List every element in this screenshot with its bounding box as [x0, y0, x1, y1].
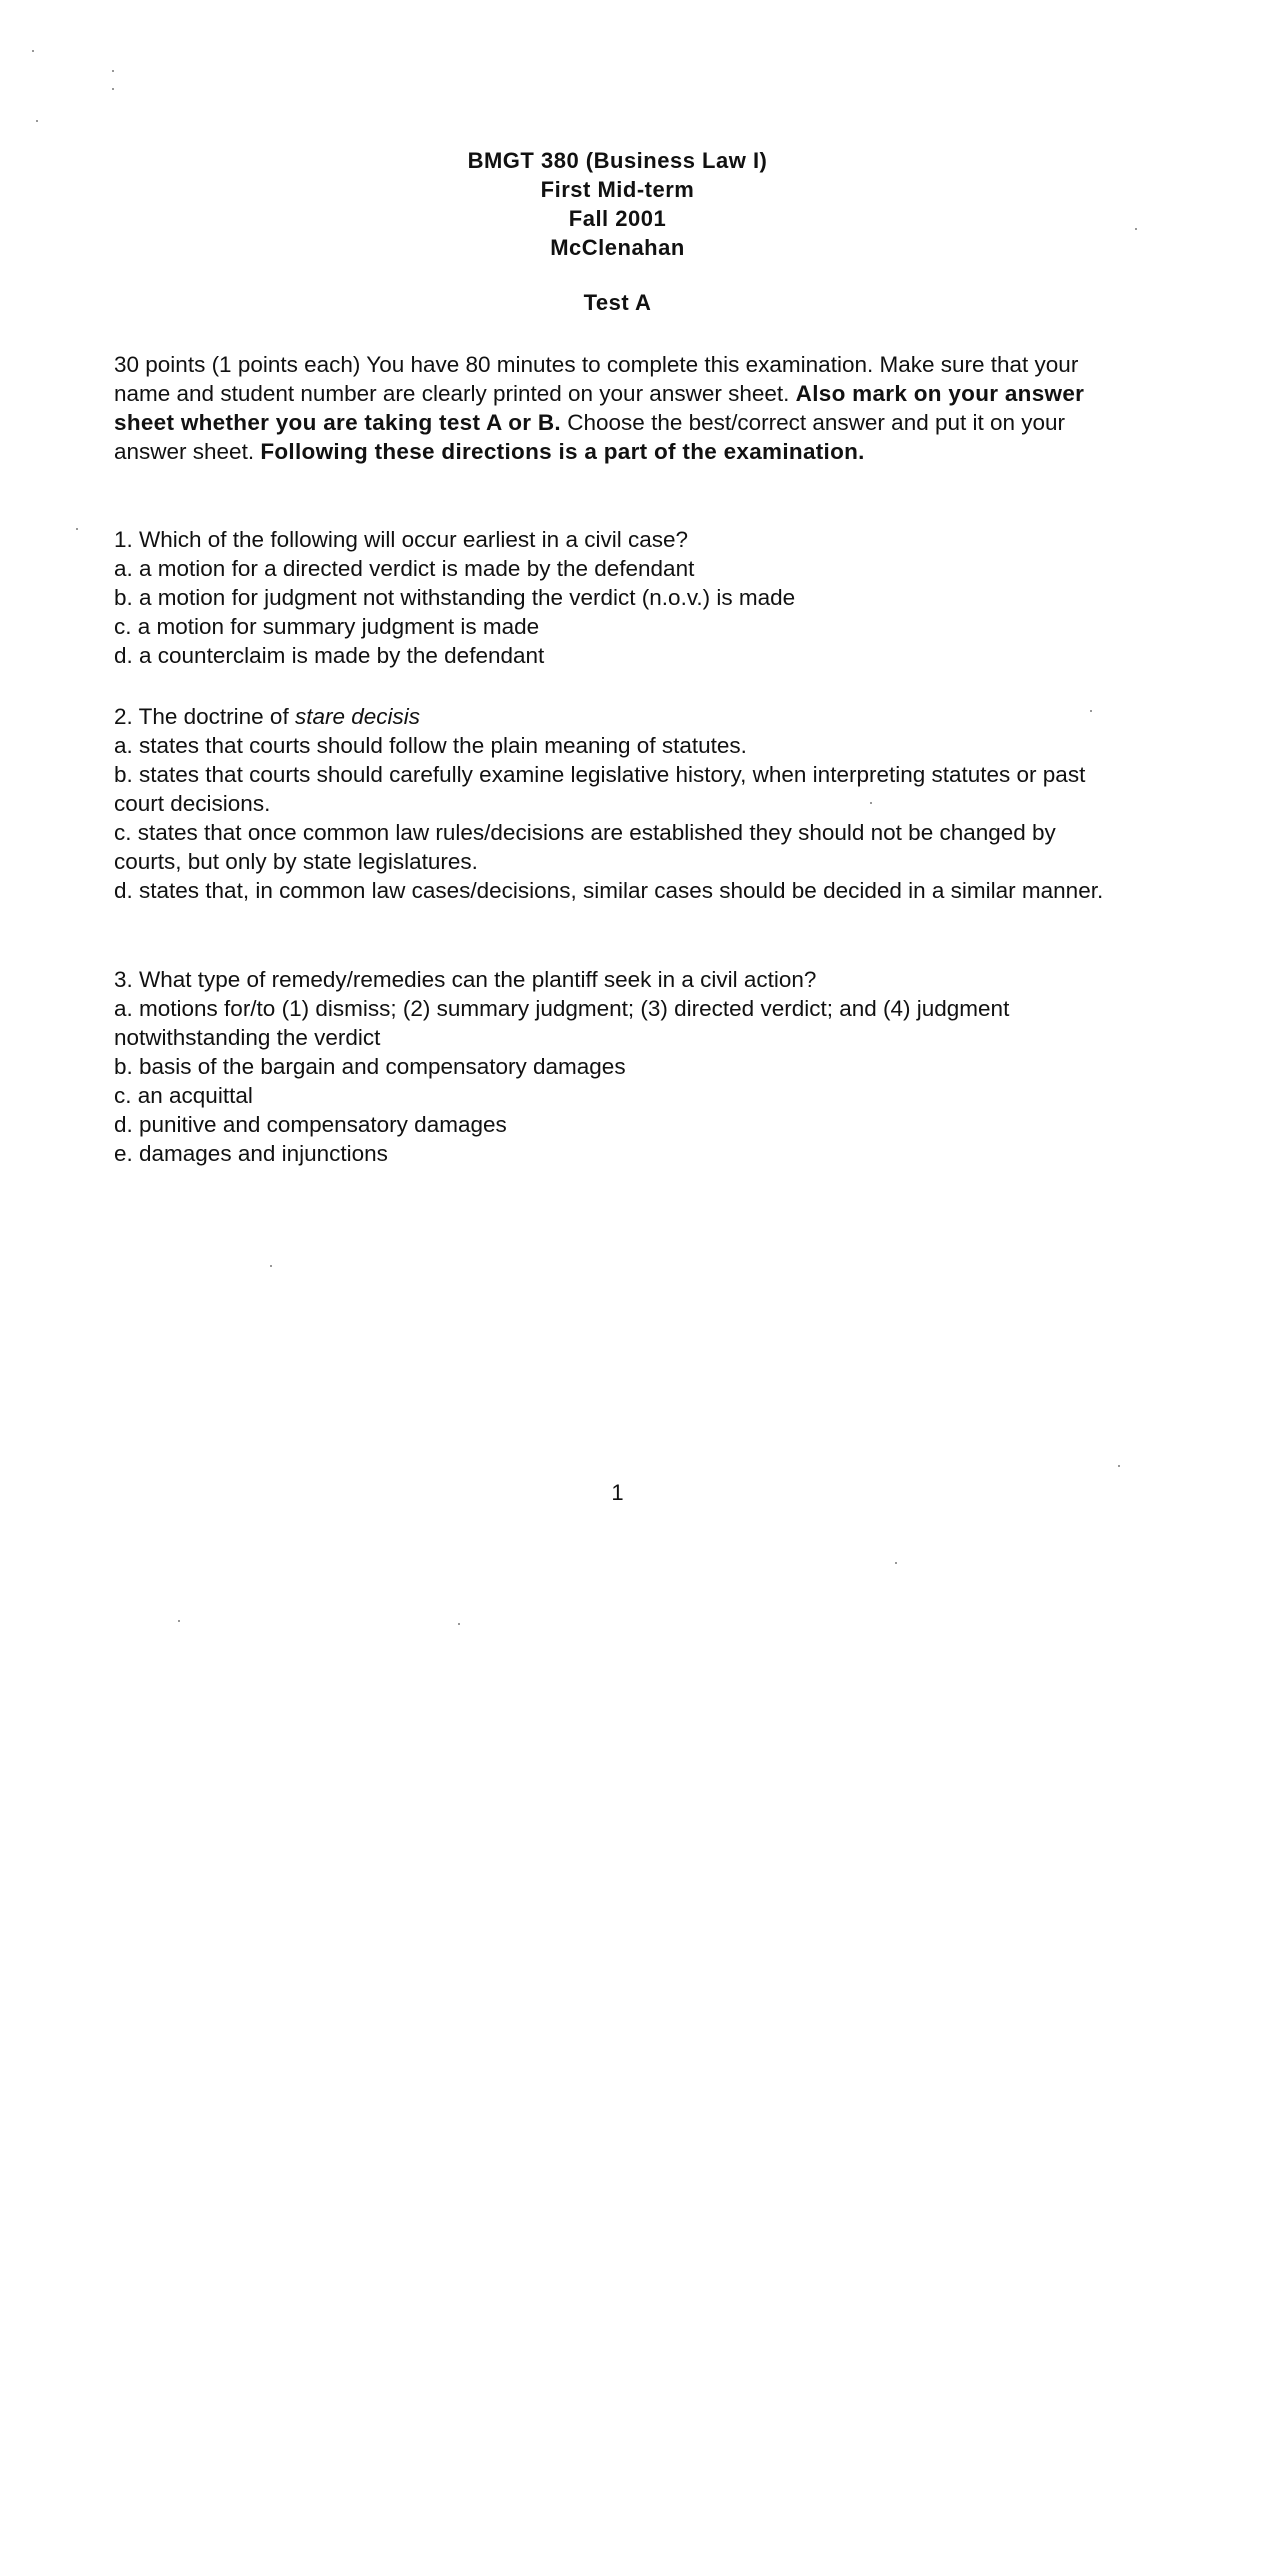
question-stem-prefix: 2. The doctrine of [114, 704, 295, 729]
course-title: BMGT 380 (Business Law I) [467, 148, 768, 173]
test-label: Test A [583, 290, 652, 315]
answer-option: a. motions for/to (1) dismiss; (2) summary judgment; (3) directed verdict; and (4) judgment notwithstanding the verdict [114, 996, 1010, 1050]
question-1 [114, 525, 1104, 670]
answer-option: d. states that, in common law cases/decisions, similar cases should be decided in a similar manner. [114, 878, 1104, 903]
instructions-text: 30 points (1 points each) You have 80 minutes to complete this examination. Make sure that your name and student number are clearly printed on your answer sheet. [114, 352, 1079, 406]
question-stem: 1. Which of the following will occur earliest in a civil case? [114, 527, 688, 552]
scan-speck [76, 528, 78, 530]
instructions-mark-test: Also mark on your answer sheet whether you are taking test A or B. [114, 381, 1085, 435]
scan-speck [112, 70, 114, 72]
scan-speck [1090, 710, 1092, 712]
exam-header [0, 146, 1235, 262]
instructions-paragraph [114, 350, 1104, 466]
answer-option: b. states that courts should carefully examine legislative history, when interpreting statutes or past court decisions. [114, 762, 1086, 816]
answer-option: c. an acquittal [114, 1083, 253, 1108]
question-stem-term: stare decisis [294, 704, 420, 729]
answer-option: d. a counterclaim is made by the defendant [114, 643, 545, 668]
scan-speck [1118, 1465, 1120, 1467]
scan-speck [870, 802, 872, 804]
scan-speck [178, 1620, 180, 1622]
answer-option: b. basis of the bargain and compensatory damages [114, 1054, 626, 1079]
question-stem [114, 702, 1104, 731]
answer-option: d. punitive and compensatory damages [114, 1112, 507, 1137]
instructions-follow: Following these directions is a part of the examination. [260, 439, 865, 464]
answer-option: a. states that courts should follow the plain meaning of statutes. [114, 733, 747, 758]
answer-option: c. a motion for summary judgment is made [114, 614, 540, 639]
instructions-choose: Choose the best/correct answer and put it on your answer sheet. [114, 410, 1066, 464]
scan-speck [895, 1562, 897, 1564]
scan-speck [36, 120, 38, 122]
question-2 [114, 702, 1104, 905]
exam-term: Fall 2001 [568, 206, 667, 231]
exam-title: First Mid-term [540, 177, 695, 202]
scan-speck [1135, 228, 1137, 230]
instructor-name: McClenahan [550, 235, 685, 260]
question-3 [114, 965, 1104, 1168]
scan-speck [458, 1623, 460, 1625]
answer-option: b. a motion for judgment not withstanding the verdict (n.o.v.) is made [114, 585, 796, 610]
scan-speck [32, 50, 34, 52]
page-number: 1 [611, 1480, 624, 1505]
scan-speck [270, 1265, 272, 1267]
scan-speck [112, 88, 114, 90]
answer-option: c. states that once common law rules/decisions are established they should not be changed by courts, but only by state legislatures. [114, 820, 1056, 874]
answer-option: a. a motion for a directed verdict is made by the defendant [114, 556, 695, 581]
answer-option: e. damages and injunctions [114, 1141, 388, 1166]
question-stem: 3. What type of remedy/remedies can the plantiff seek in a civil action? [114, 967, 817, 992]
